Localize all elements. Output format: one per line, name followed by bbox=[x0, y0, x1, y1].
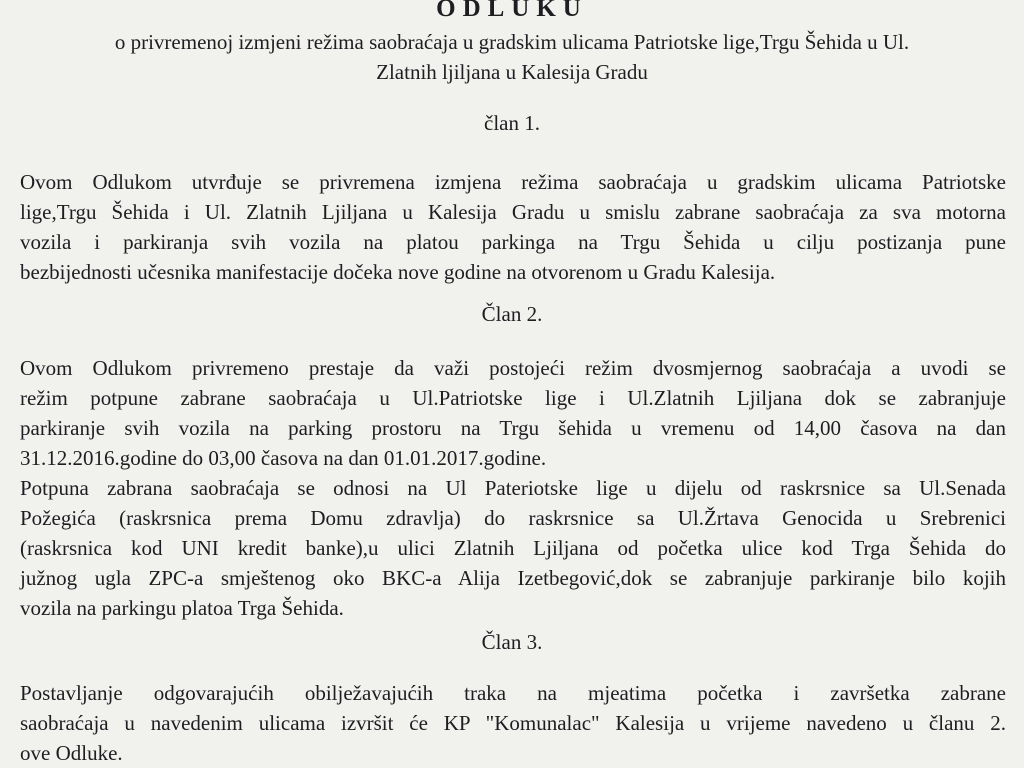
paragraph-line: Ovom Odlukom privremeno prestaje da važi postojeći režim dvosmjernog saobraćaja a uvodi se bbox=[20, 356, 1006, 380]
subtitle-line: Zlatnih ljiljana u Kalesija Gradu bbox=[376, 60, 648, 84]
paragraph-line: ove Odluke. bbox=[20, 741, 123, 765]
paragraph-line: Postavljanje odgovarajućih obilježavajućih traka na mjeatima početka i završetka zabrane bbox=[20, 681, 1006, 705]
document-title: ODLUKU bbox=[436, 0, 588, 22]
article-2-paragraph-1 bbox=[20, 353, 1006, 473]
paragraph-line: južnog ugla ZPC-a smještenog oko BKC-a Alija Izetbegović,dok se zabranjuje parkiranje bilo kojih bbox=[20, 566, 1006, 590]
article-1-heading: član 1. bbox=[484, 111, 540, 135]
paragraph-line: Požegića (raskrsnica prema Domu zdravlja) do raskrsnice sa Ul.Žrtava Genocida u Srebrenici bbox=[20, 506, 1006, 530]
document-subtitle bbox=[0, 27, 1024, 87]
paragraph-line: režim potpune zabrane saobraćaja u Ul.Patriotske lige i Ul.Zlatnih Ljiljana dok se zabranjuje bbox=[20, 386, 1006, 410]
article-1-paragraph bbox=[20, 167, 1006, 287]
article-2-heading: Član 2. bbox=[481, 302, 543, 326]
paragraph-line: parkiranje svih vozila na parking prostoru na Trgu šehida u vremenu od 14,00 časova na dan bbox=[20, 416, 1006, 440]
paragraph-line: Ovom Odlukom utvrđuje se privremena izmjena režima saobraćaja u gradskim ulicama Patriotske bbox=[20, 170, 1006, 194]
paragraph-line: lige,Trgu Šehida i Ul. Zlatnih Ljiljana u Kalesija Gradu u smislu zabrane saobraćaja za sva motorna bbox=[20, 200, 1006, 224]
article-3-heading: Član 3. bbox=[481, 630, 543, 654]
paragraph-line: saobraćaja u navedenim ulicama izvršit će KP "Komunalac" Kalesija u vrijeme navedeno u članu 2. bbox=[20, 711, 1006, 735]
subtitle-line: o privremenoj izmjeni režima saobraćaja u gradskim ulicama Patriotske lige,Trgu Šehida u Ul. bbox=[114, 30, 910, 54]
paragraph-line: (raskrsnica kod UNI kredit banke),u ulici Zlatnih Ljiljana od početka ulice kod Trga Šehida do bbox=[20, 536, 1006, 560]
article-3-paragraph bbox=[20, 678, 1006, 768]
paragraph-line: vozila i parkiranja svih vozila na platou parkinga na Trgu Šehida u cilju postizanja pune bbox=[20, 230, 1006, 254]
paragraph-line: 31.12.2016.godine do 03,00 časova na dan 01.01.2017.godine. bbox=[20, 446, 547, 470]
paragraph-line: vozila na parkingu platoa Trga Šehida. bbox=[20, 596, 344, 620]
paragraph-line: bezbijednosti učesnika manifestacije dočeka nove godine na otvorenom u Gradu Kalesija. bbox=[20, 260, 776, 284]
article-2-paragraph-2 bbox=[20, 473, 1006, 623]
paragraph-line: Potpuna zabrana saobraćaja se odnosi na Ul Pateriotske lige u dijelu od raskrsnice sa Ul.Senada bbox=[20, 476, 1006, 500]
